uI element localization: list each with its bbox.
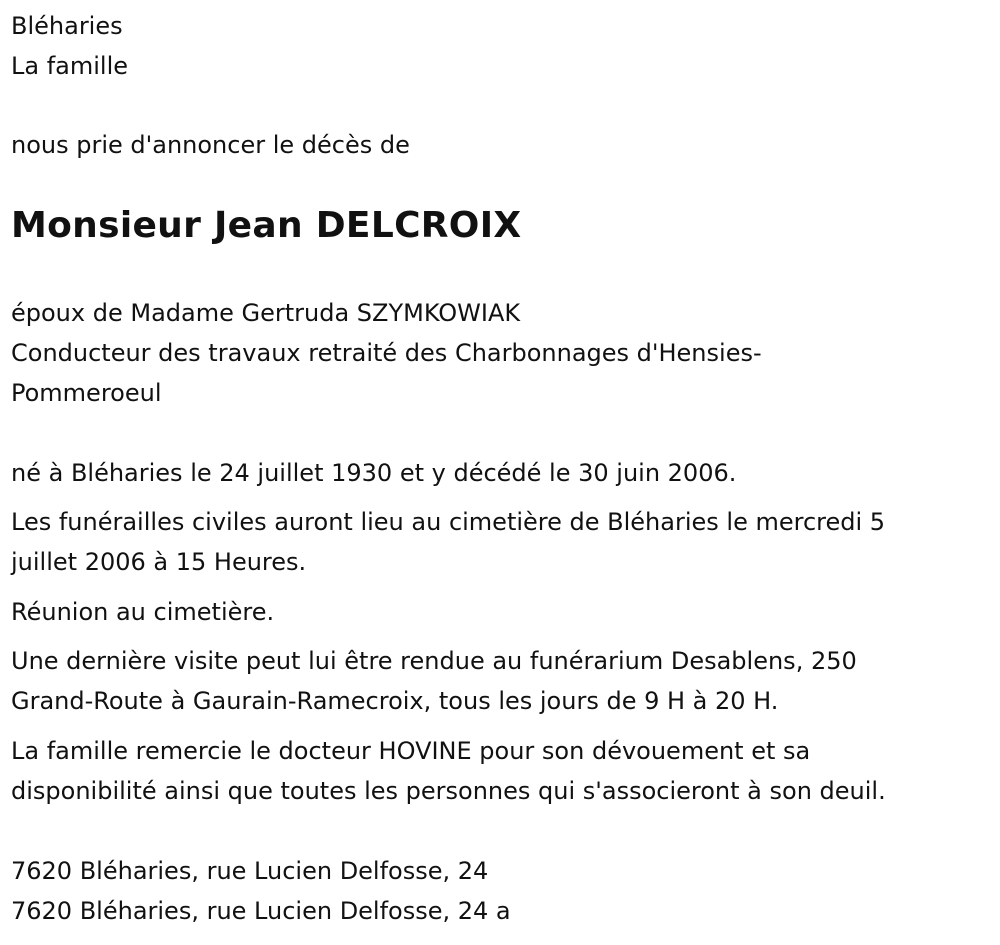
thanks-text-line1: La famille remercie le docteur HOVINE pour son dévouement et sa bbox=[11, 737, 811, 765]
visit-text-line2: Grand-Route à Gaurain-Ramecroix, tous les jours de 9 H à 20 H. bbox=[11, 687, 779, 715]
funeral-text-line2: juillet 2006 à 15 Heures. bbox=[11, 548, 307, 576]
location-text: Bléharies bbox=[11, 12, 123, 40]
birth-death-text: né à Bléharies le 24 juillet 1930 et y décédé le 30 juin 2006. bbox=[11, 459, 737, 487]
funeral-text-line1: Les funérailles civiles auront lieu au cimetière de Bléharies le mercredi 5 bbox=[11, 508, 886, 536]
meeting-text: Réunion au cimetière. bbox=[11, 598, 275, 626]
family-text: La famille bbox=[11, 52, 129, 80]
thanks-text-line2: disponibilité ainsi que toutes les personnes qui s'associeront à son deuil. bbox=[11, 777, 886, 805]
spouse-text: époux de Madame Gertruda SZYMKOWIAK bbox=[11, 299, 521, 327]
visit-text-line1: Une dernière visite peut lui être rendue au funérarium Desablens, 250 bbox=[11, 647, 857, 675]
occupation-text-line2: Pommeroeul bbox=[11, 379, 162, 407]
deceased-name: Monsieur Jean DELCROIX bbox=[11, 205, 522, 246]
address-line: 7620 Bléharies, rue Lucien Delfosse, 24 bbox=[11, 857, 489, 885]
address-line: 7620 Bléharies, rue Lucien Delfosse, 24 a bbox=[11, 897, 511, 925]
occupation-text-line1: Conducteur des travaux retraité des Charbonnages d'Hensies- bbox=[11, 339, 762, 367]
announcement-text: nous prie d'annoncer le décès de bbox=[11, 131, 410, 159]
